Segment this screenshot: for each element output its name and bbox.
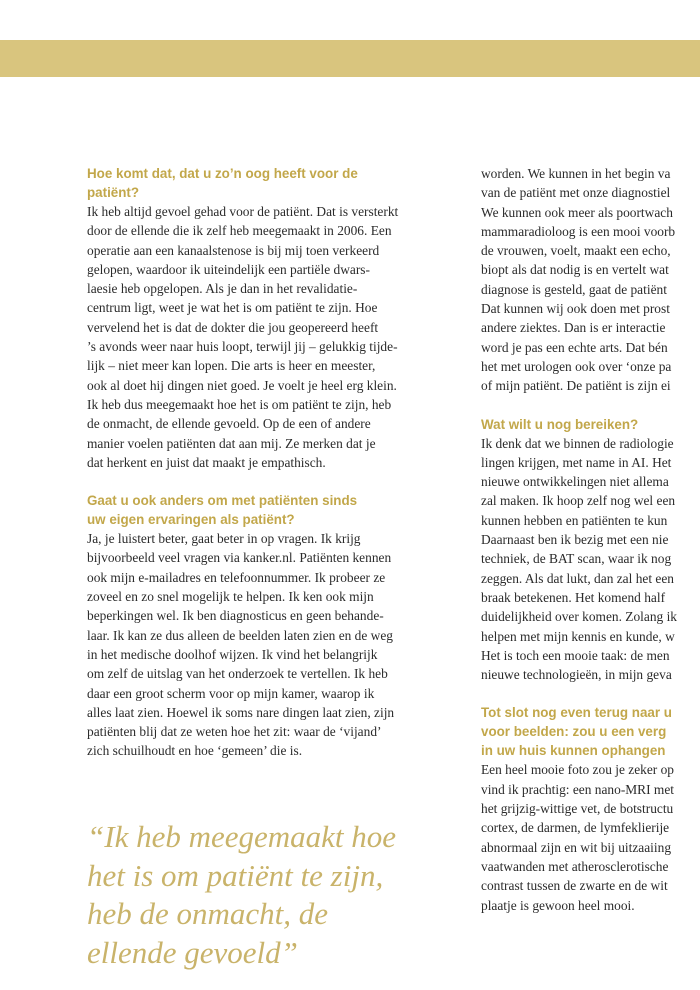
body-line: om zelf de uitslag van het onderzoek te vertellen. Ik heb (87, 666, 388, 682)
body-line: helpen met mijn kennis en kunde, w (481, 628, 675, 644)
body-line: Ik heb altijd gevoel gehad voor de patiënt. Dat is versterkt (87, 204, 399, 219)
body-line: operatie aan een kanaalstenose is bij mij toen verkeerd (87, 242, 380, 258)
pull-quote (87, 818, 447, 972)
quote-line: het is om patiënt te zijn, (87, 857, 384, 893)
section-body (481, 760, 700, 914)
body-line: techniek, de BAT scan, waar ik nog (481, 551, 672, 567)
body-line: We kunnen ook meer als poortwach (481, 204, 673, 220)
body-line: de onmacht, de ellende gevoeld. Op de een of andere (87, 416, 371, 432)
body-line: mammaradioloog is een mooi voorb (481, 223, 676, 239)
body-line: zoveel en zo snel mogelijk te helpen. Ik ken ook mijn (87, 589, 374, 605)
body-line: Ja, je luistert beter, gaat beter in op vragen. Ik krijg (87, 531, 361, 547)
body-line: diagnose is gesteld, gaat de patiënt (481, 281, 667, 297)
body-line: zeggen. Als dat lukt, dan zal het een (481, 570, 674, 586)
body-line: de vrouwen, voelt, maakt een echo, (481, 243, 671, 259)
heading-line: Tot slot nog even terug naar u (481, 705, 672, 721)
section-heading (87, 164, 449, 202)
body-line: beperkingen wel. Ik ben diagnosticus en geen behande- (87, 608, 384, 624)
body-line: biopt als dat nodig is en vertelt wat (481, 262, 669, 278)
heading-line: Hoe komt dat, dat u zo’n oog heeft voor de (87, 166, 358, 181)
body-line: in het medische doolhof wijzen. Ik vind het belangrijk (87, 646, 378, 662)
body-line: braak betekenen. Het komend half (481, 589, 666, 605)
section-body (481, 434, 700, 685)
right-column (481, 164, 700, 934)
body-line: duidelijkheid over komen. Zolang ik (481, 609, 677, 625)
body-line: bijvoorbeeld veel vragen via kanker.nl. Patiënten kennen (87, 550, 392, 566)
body-line: of mijn patiënt. De patiënt is zijn ei (481, 378, 671, 394)
body-line: Een heel mooie foto zou je zeker op (481, 762, 674, 778)
heading-line: patiënt? (87, 185, 140, 200)
body-line: van de patiënt met onze diagnostiel (481, 185, 671, 201)
section-body (87, 529, 449, 761)
body-line: andere ziektes. Dan is er interactie (481, 320, 666, 336)
body-line: Dat kunnen wij ook doen met prost (481, 301, 670, 317)
body-line: nieuwe technologieën, in mijn geva (481, 667, 672, 683)
body-line: plaatje is gewoon heel mooi. (481, 897, 635, 913)
body-line: lingen krijgen, met name in AI. Het (481, 454, 672, 470)
body-line: het met urologen ook over ‘onze pa (481, 358, 672, 374)
heading-line: in uw huis kunnen ophangen (481, 743, 666, 759)
section-body (87, 202, 449, 472)
quote-line: “Ik heb meegemaakt hoe (87, 819, 397, 854)
body-line: door de ellende die ik zelf heb meegemaakt in 2006. Een (87, 223, 392, 239)
heading-line: Gaat u ook anders om met patiënten sinds (87, 493, 358, 509)
body-line: kunnen hebben en patiënten te kun (481, 512, 668, 528)
body-line: manier voelen patiënten dat aan mij. Ze merken dat je (87, 435, 376, 451)
quote-line: ellende gevoeld” (87, 934, 298, 970)
body-line: centrum ligt, weet je wat het is om patiënt te zijn. Hoe (87, 300, 378, 316)
body-line: dat herkent en juist dat maakt je empathisch. (87, 454, 326, 470)
body-line: daar een groot scherm voor op mijn kamer, waarop ik (87, 685, 375, 701)
body-line: ’s avonds weer naar huis loopt, terwijl jij – gelukkig tijde- (87, 339, 398, 355)
body-line: cortex, de darmen, de lymfeklierije (481, 820, 670, 836)
body-line: contrast tussen de zwarte en de wit (481, 878, 668, 894)
body-line: het grijzig-wittige vet, de botstructu (481, 801, 674, 817)
body-line: worden. We kunnen in het begin va (481, 166, 671, 181)
heading-line: voor beelden: zou u een verg (481, 724, 667, 740)
quote-line: heb de onmacht, de (87, 896, 329, 931)
body-line: laar. Ik kan ze dus alleen de beelden laten zien en de weg (87, 627, 393, 643)
body-line: vind ik prachtig: een nano-MRI met (481, 781, 675, 797)
body-line: zal maken. Ik hoop zelf nog wel een (481, 493, 676, 509)
body-line: nieuwe ontwikkelingen niet allema (481, 474, 669, 490)
body-line: laesie heb opgelopen. Als je dan in het revalidatie- (87, 281, 358, 297)
body-line: patiënten blij dat ze weten hoe het zit: waar de ‘vijand’ (87, 724, 382, 740)
section-heading (87, 491, 449, 529)
body-line: vervelend het is dat de dokter die jou geopereerd heeft (87, 319, 379, 335)
body-line: alles laat zien. Hoewel ik soms nare dingen laat zien, zijn (87, 704, 395, 720)
body-line: ook mijn e-mailadres en telefoonnummer. Ik probeer ze (87, 569, 386, 585)
body-line: Ik denk dat we binnen de radiologie (481, 435, 674, 451)
body-line: vaatwanden met atherosclerotische (481, 858, 669, 874)
left-column (87, 164, 449, 780)
intro-body (481, 164, 700, 396)
body-line: Ik heb dus meegemaakt hoe het is om patiënt te zijn, heb (87, 396, 392, 412)
body-line: abnormaal zijn en wit bij uitzaaiing (481, 839, 672, 855)
body-line: zich schuilhoudt en hoe ‘gemeen’ die is. (87, 743, 303, 759)
body-line: Daarnaast ben ik bezig met een nie (481, 532, 669, 548)
section-heading (481, 415, 700, 434)
body-line: ook al doet hij dingen niet goed. Je voelt je heel erg klein. (87, 377, 397, 393)
body-line: Het is toch een mooie taak: de men (481, 647, 670, 663)
body-line: word je pas een echte arts. Dat bén (481, 339, 668, 355)
body-line: gelopen, waardoor ik uiteindelijk een partiële dwars- (87, 261, 370, 277)
header-color-band (0, 40, 700, 77)
heading-line: uw eigen ervaringen als patiënt? (87, 512, 295, 528)
heading-line: Wat wilt u nog bereiken? (481, 416, 639, 432)
body-line: lijk – niet meer kan lopen. Die arts is heer en meester, (87, 358, 376, 374)
section-heading (481, 703, 700, 760)
